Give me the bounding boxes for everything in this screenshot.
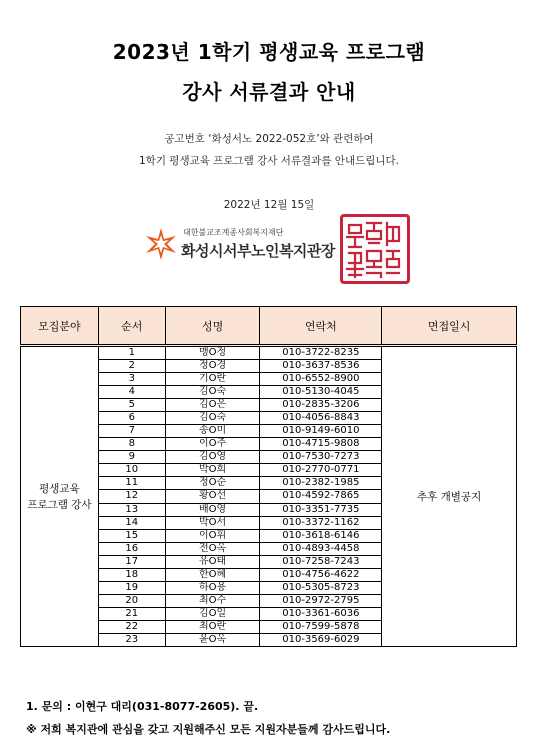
contact-cell: 010-2972-2795 — [260, 594, 382, 607]
order-cell: 21 — [98, 607, 165, 620]
name-cell: 한O혜 — [165, 568, 260, 581]
order-cell: 23 — [98, 633, 165, 646]
order-cell: 3 — [98, 373, 165, 386]
name-cell: 전O옥 — [165, 542, 260, 555]
name-cell: 박O서 — [165, 516, 260, 529]
contact-cell: 010-3351-7735 — [260, 503, 382, 516]
order-cell: 10 — [98, 464, 165, 477]
contact-cell: 010-4893-4458 — [260, 542, 382, 555]
order-cell: 7 — [98, 425, 165, 438]
name-cell: 배O영 — [165, 503, 260, 516]
contact-cell: 010-2770-0771 — [260, 464, 382, 477]
name-cell: 최O수 — [165, 594, 260, 607]
contact-cell: 010-6552-8900 — [260, 373, 382, 386]
contact-cell: 010-7258-7243 — [260, 555, 382, 568]
table-header-row — [21, 307, 517, 346]
order-cell: 14 — [98, 516, 165, 529]
name-cell: 윤O옥 — [165, 633, 260, 646]
name-cell: 기O란 — [165, 373, 260, 386]
logo-organization-name: 화성시서부노인복지관장 — [181, 242, 335, 260]
name-cell: 김O은 — [165, 399, 260, 412]
footer-thanks: ※ 저희 복지관에 관심을 갖고 지원해주신 모든 지원자분들께 감사드립니다. — [26, 723, 391, 736]
name-cell: 황O선 — [165, 490, 260, 503]
contact-cell: 010-3372-1162 — [260, 516, 382, 529]
contact-cell: 010-9149-6010 — [260, 425, 382, 438]
logo-foundation-name: 대한불교조계종사회복지재단 — [183, 228, 284, 237]
contact-cell: 010-3722-8235 — [260, 346, 382, 360]
notice-line1: 공고번호 ‘화성서노 2022-052호’와 관련하여 — [164, 133, 374, 145]
order-cell: 4 — [98, 386, 165, 399]
order-cell: 6 — [98, 412, 165, 425]
seal-stamp-icon — [343, 217, 407, 281]
document-title-line1: 2023년 1학기 평생교육 프로그램 — [112, 40, 426, 64]
header-contact: 연락처 — [260, 307, 382, 346]
contact-cell: 010-2382-1985 — [260, 477, 382, 490]
name-cell: 이O휘 — [165, 529, 260, 542]
contact-cell: 010-5130-4045 — [260, 386, 382, 399]
notice-line2: 1학기 평생교육 프로그램 강사 서류결과를 안내드립니다. — [139, 155, 399, 167]
header-field: 모집분야 — [21, 307, 99, 346]
contact-cell: 010-4056-8843 — [260, 412, 382, 425]
name-cell: 송O미 — [165, 425, 260, 438]
order-cell: 2 — [98, 360, 165, 373]
header-order: 순서 — [98, 307, 165, 346]
field-cell: 평생교육 프로그램 강사 — [21, 346, 99, 647]
order-cell: 13 — [98, 503, 165, 516]
contact-cell: 010-4715-9808 — [260, 438, 382, 451]
name-cell: 정O경 — [165, 360, 260, 373]
name-cell: 유O태 — [165, 555, 260, 568]
roster-table — [20, 306, 517, 647]
name-cell: 이O주 — [165, 438, 260, 451]
order-cell: 17 — [98, 555, 165, 568]
contact-cell: 010-3569-6029 — [260, 633, 382, 646]
contact-cell: 010-3361-6036 — [260, 607, 382, 620]
name-cell: 맹O정 — [165, 346, 260, 360]
name-cell: 김O일 — [165, 607, 260, 620]
contact-cell: 010-4592-7865 — [260, 490, 382, 503]
order-cell: 9 — [98, 451, 165, 464]
order-cell: 1 — [98, 346, 165, 360]
roster-body — [21, 346, 517, 647]
order-cell: 11 — [98, 477, 165, 490]
order-cell: 16 — [98, 542, 165, 555]
issue-date: 2022년 12월 15일 — [223, 199, 315, 211]
order-cell: 18 — [98, 568, 165, 581]
contact-cell: 010-3618-6146 — [260, 529, 382, 542]
name-cell: 박O희 — [165, 464, 260, 477]
contact-cell: 010-4756-4622 — [260, 568, 382, 581]
order-cell: 5 — [98, 399, 165, 412]
interview-cell: 추후 개별공지 — [382, 346, 517, 647]
name-cell: 하O용 — [165, 581, 260, 594]
table-row — [21, 346, 517, 360]
contact-cell: 010-7530-7273 — [260, 451, 382, 464]
logo-mark-icon — [143, 226, 179, 262]
order-cell: 19 — [98, 581, 165, 594]
name-cell: 최O란 — [165, 620, 260, 633]
footer-inquiry: 1. 문의 : 이현구 대리(031-8077-2605). 끝. — [26, 700, 259, 713]
contact-cell: 010-7599-5878 — [260, 620, 382, 633]
header-name: 성명 — [165, 307, 260, 346]
document-title-line2: 강사 서류결과 안내 — [182, 80, 356, 104]
contact-cell: 010-5305-8723 — [260, 581, 382, 594]
name-cell: 김O숙 — [165, 386, 260, 399]
order-cell: 15 — [98, 529, 165, 542]
organization-logo — [143, 224, 343, 268]
official-seal — [340, 214, 410, 284]
name-cell: 김O영 — [165, 451, 260, 464]
contact-cell: 010-3637-8536 — [260, 360, 382, 373]
contact-cell: 010-2835-3206 — [260, 399, 382, 412]
order-cell: 12 — [98, 490, 165, 503]
name-cell: 김O숙 — [165, 412, 260, 425]
name-cell: 정O순 — [165, 477, 260, 490]
order-cell: 8 — [98, 438, 165, 451]
header-interview-date: 면접일시 — [382, 307, 517, 346]
order-cell: 22 — [98, 620, 165, 633]
order-cell: 20 — [98, 594, 165, 607]
